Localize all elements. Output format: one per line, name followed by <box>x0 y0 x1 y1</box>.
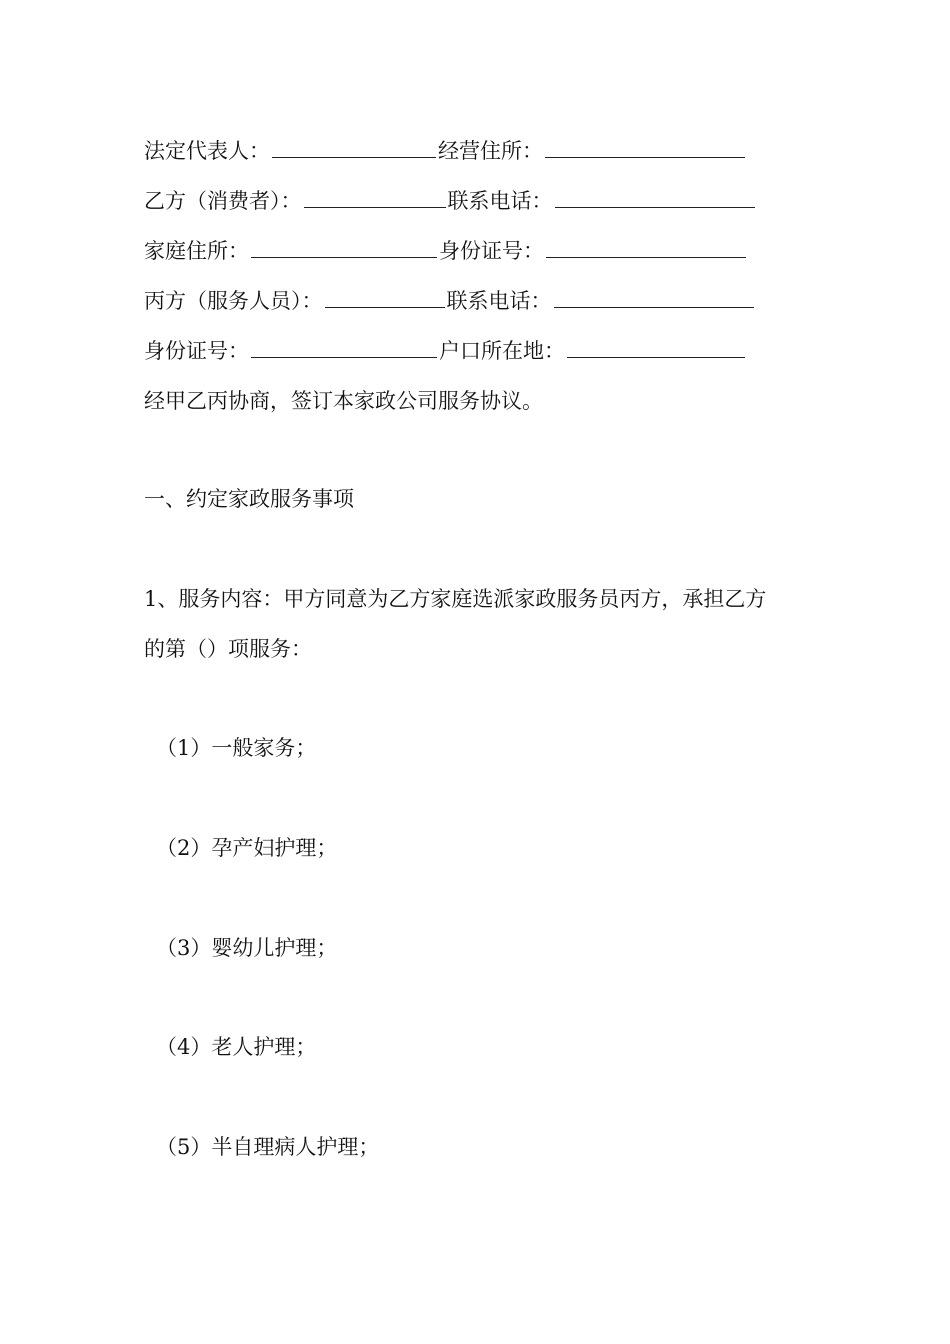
clause-1-line-2: 的第（）项服务： <box>144 637 312 661</box>
legal-rep-blank <box>272 137 436 158</box>
id-number-label-1: 身份证号： <box>439 239 544 263</box>
party-c-label: 丙方（服务人员）： <box>144 289 323 313</box>
id-number-blank-2 <box>251 337 437 358</box>
list-item <box>156 934 337 962</box>
item-text: 半自理病人护理； <box>211 1135 380 1159</box>
party-c-blank <box>325 287 445 308</box>
list-item <box>156 1133 379 1161</box>
id-number-blank-1 <box>546 237 746 258</box>
household-blank <box>567 337 745 358</box>
agreement-statement: 经甲乙丙协商，签订本家政公司服务协议。 <box>144 389 543 413</box>
list-item <box>156 734 316 762</box>
item-number: （4） <box>156 1035 212 1059</box>
list-item <box>156 1033 316 1061</box>
clause-1-line-1 <box>144 585 766 613</box>
clause-number: 1 <box>144 587 158 611</box>
item-number: （2） <box>156 836 212 860</box>
clause-text-1: 、服务内容：甲方同意为乙方家庭选派家政服务员丙方，承担乙方 <box>157 587 767 611</box>
id-household-row <box>144 337 747 365</box>
list-item <box>156 834 337 862</box>
home-address-label: 家庭住所： <box>144 239 249 263</box>
home-address-row <box>144 237 748 265</box>
phone-blank-1 <box>555 187 755 208</box>
home-address-blank <box>251 237 437 258</box>
id-number-label-2: 身份证号： <box>144 339 249 363</box>
party-c-row <box>144 287 756 315</box>
item-text: 老人护理； <box>211 1035 317 1059</box>
legal-rep-row <box>144 137 747 165</box>
item-text: 婴幼儿护理； <box>211 936 338 960</box>
phone-label-2: 联系电话： <box>446 289 552 313</box>
business-address-blank <box>545 137 745 158</box>
phone-label-1: 联系电话： <box>447 189 553 213</box>
item-text: 孕产妇护理； <box>211 836 338 860</box>
section-heading: 一、约定家政服务事项 <box>144 487 354 511</box>
household-label: 户口所在地： <box>439 339 565 363</box>
business-address-label: 经营住所： <box>438 139 543 163</box>
item-number: （1） <box>156 736 212 760</box>
item-number: （3） <box>156 936 212 960</box>
phone-blank-2 <box>554 287 754 308</box>
item-text: 一般家务； <box>211 736 317 760</box>
party-b-blank <box>304 187 446 208</box>
party-b-label: 乙方（消费者）： <box>144 189 302 213</box>
item-number: （5） <box>156 1135 212 1159</box>
party-b-row <box>144 187 757 215</box>
legal-rep-label: 法定代表人： <box>144 139 270 163</box>
